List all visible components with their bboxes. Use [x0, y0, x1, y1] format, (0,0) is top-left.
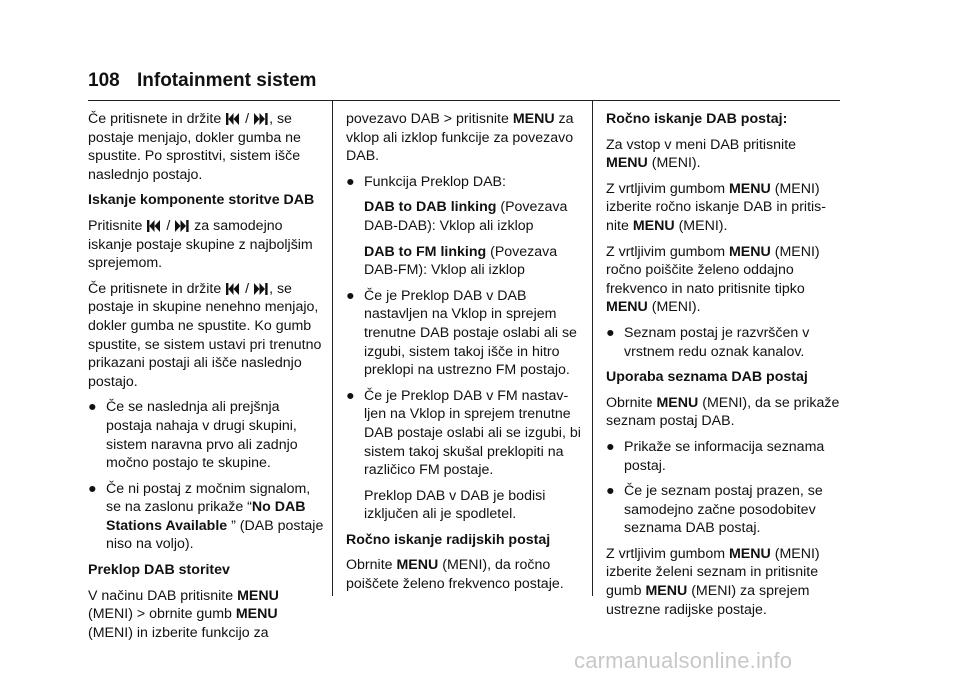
- list-item: ● Če se naslednja ali prejšnja postaja nahaja v drugi skupini, sistem naravna prvo ali zadnjo močno postajo te skupine.: [88, 399, 298, 472]
- section-heading: Preklop DAB storitev: [88, 562, 230, 579]
- paragraph: povezavo DAB > pritisnite MENU za vklop ali izklop funkcije za povezavo DAB.: [346, 111, 574, 165]
- site-watermark: carmanualsonline.info: [574, 648, 793, 673]
- column-3: [606, 110, 840, 626]
- seek-forward-icon: [175, 220, 189, 232]
- section-heading: Ročno iskanje DAB postaj:: [606, 111, 788, 127]
- sub-item: DAB to FM linking (Povezava DAB-FM): Vklop ali izklop: [364, 243, 558, 279]
- seek-back-icon: [226, 283, 240, 295]
- column-2: [346, 110, 582, 601]
- seek-back-icon: [147, 220, 161, 232]
- paragraph: V načinu DAB pritisnite MENU (MENI) > obrnite gumb MENU (MENI) in izberite funkcijo za: [88, 587, 279, 641]
- bullet-mark: ●: [346, 287, 355, 304]
- sub-item: DAB to DAB linking (Povezava DAB-DAB): Vklop ali izklop: [364, 199, 568, 234]
- paragraph: Obrnite MENU (MENI), da se prikaže seznam postaj DAB.: [606, 394, 840, 430]
- list-item: ● Funkcija Preklop DAB:: [346, 173, 506, 190]
- list-item: ● Prikaže se informacija seznama postaj.: [606, 438, 825, 474]
- paragraph: Za vstop v meni DAB pritisnite MENU (MENI).: [606, 136, 797, 172]
- header-rule: [88, 100, 840, 101]
- list-item: ● Če je seznam postaj prazen, se samodejno začne posodobitev seznama DAB postaj.: [606, 483, 823, 537]
- paragraph: Obrnite MENU (MENI), da ročno poiščete želeno frekvenco postaje.: [346, 557, 564, 593]
- paragraph: Pritisnite / za samodejno iskanje postaje skupine z najboljšim sprejemom.: [88, 217, 313, 272]
- list-item: ● Če ni postaj z močnim signalom, se na zaslonu prikaže “No DAB Stations Available ” (DAB postaje niso na voljo).: [88, 480, 324, 553]
- seek-forward-icon: [254, 113, 268, 125]
- paragraph: Z vrtljivim gumbom MENU (MENI) ročno poiščite želeno oddajno frekvenco in nato pritisnite tipko MENU (MENI).: [606, 243, 820, 316]
- bullet-mark: ●: [346, 387, 355, 404]
- seek-back-icon: [226, 113, 240, 125]
- bullet-mark: ●: [346, 173, 355, 190]
- column-1: [88, 110, 326, 649]
- paragraph: Z vrtljivim gumbom MENU (MENI) izberite želeni seznam in pritisnite gumb MENU (MENI) za sprejem ustrezne radijske postaje.: [606, 545, 820, 618]
- page-header: [88, 70, 316, 92]
- bullet-mark: ●: [606, 438, 615, 455]
- bullet-mark: ●: [606, 483, 615, 500]
- column-divider: [592, 100, 593, 596]
- bullet-mark: ●: [606, 324, 615, 341]
- list-item: ● Če je Preklop DAB v DAB nastavljen na Vklop in sprejem trenutne DAB postaje oslabi ali se izgubi, sistem takoj išče in hitro preklopi na ustrezno FM postajo.: [346, 287, 577, 379]
- sub-item: Preklop DAB v DAB je bodisi izključen ali je spodletel.: [364, 487, 546, 523]
- bullet-mark: ●: [88, 480, 97, 497]
- seek-forward-icon: [254, 283, 268, 295]
- paragraph: Z vrtljivim gumbom MENU (MENI) izberite ročno iskanje DAB in pritisnite MENU (MENI).: [606, 180, 826, 234]
- list-item: ● Če je Preklop DAB v FM nastavljen na Vklop in sprejem trenutne DAB postaje oslabi ali se izgubi, bi sistem takoj skušal preklopiti na različico FM postaje.: [346, 387, 581, 479]
- page-title: Infotainment sistem: [136, 70, 317, 91]
- section-heading: Ročno iskanje radijskih postaj: [346, 531, 551, 548]
- paragraph: Če pritisnete in držite / , se postaje in skupine nenehno menjajo, dokler gumba ne spustite. Ko gumb spustite, se sistem ustavi pri trenutno prikazani postaji ali išče naslednjo postajo.: [88, 280, 322, 390]
- paragraph: Če pritisnete in držite / , se postaje menjajo, dokler gumba ne spustite. Po sprostitvi, sistem išče naslednjo postajo.: [88, 111, 301, 183]
- bullet-mark: ●: [88, 399, 97, 416]
- page-number: 108: [88, 70, 120, 91]
- section-heading: Iskanje komponente storitve DAB: [88, 192, 315, 209]
- column-divider: [332, 100, 333, 596]
- section-heading: Uporaba seznama DAB postaj: [606, 369, 808, 386]
- list-item: ● Seznam postaj je razvrščen v vrstnem redu oznak kanalov.: [606, 324, 810, 360]
